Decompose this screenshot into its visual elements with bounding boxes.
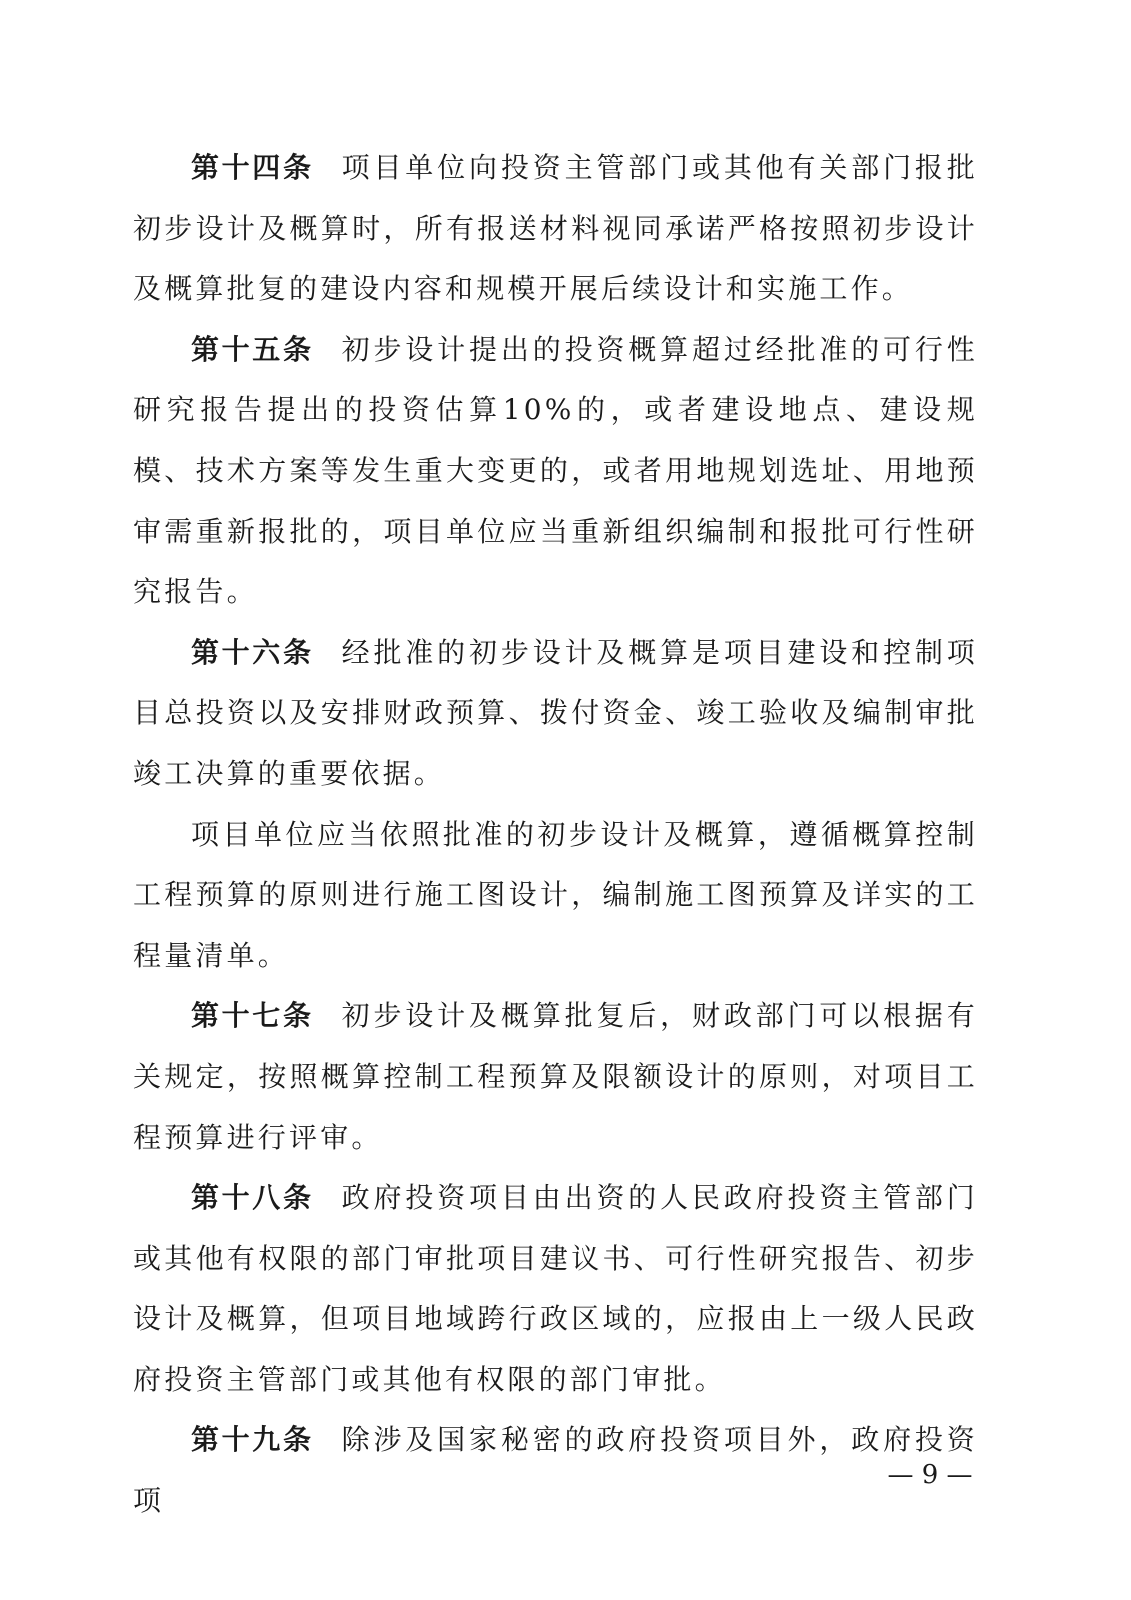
article-heading: 第十五条 xyxy=(191,332,314,366)
paragraph-text: 经批准的初步设计及概算是项目建设和控制项目总投资以及安排财政预算、拨付资金、竣工验收及编制审批竣工决算的重要依据。 xyxy=(133,635,978,790)
paragraph-text: 初步设计及概算批复后，财政部门可以根据有关规定，按照概算控制工程预算及限额设计的原则，对项目工程预算进行评审。 xyxy=(133,999,978,1154)
article-heading: 第十四条 xyxy=(191,151,314,184)
paragraph-text: 除涉及国家秘密的政府投资项目外，政府投资项 xyxy=(133,1423,978,1518)
document-body xyxy=(133,138,978,1532)
paragraph-text: 项目单位应当依照批准的初步设计及概算，遵循概算控制工程预算的原则进行施工图设计，编制施工图预算及详实的工程量清单。 xyxy=(133,817,978,972)
page-number: — 9 — xyxy=(887,1460,973,1490)
paragraph-article-16-continued xyxy=(133,805,978,987)
paragraph-article-15 xyxy=(133,320,978,623)
paragraph-article-17 xyxy=(133,986,978,1168)
article-heading: 第十九条 xyxy=(191,1423,314,1457)
paragraph-text: 政府投资项目由出资的人民政府投资主管部门或其他有权限的部门审批项目建议书、可行性研究报告、初步设计及概算，但项目地域跨行政区域的，应报由上一级人民政府投资主管部门或其他有权限的部门审批。 xyxy=(133,1181,978,1396)
paragraph-article-14 xyxy=(133,138,978,320)
paragraph-article-19 xyxy=(133,1410,978,1531)
article-heading: 第十六条 xyxy=(191,635,314,669)
article-heading: 第十八条 xyxy=(191,1181,314,1215)
paragraph-text: 初步设计提出的投资概算超过经批准的可行性研究报告提出的投资估算10%的，或者建设地点、建设规模、技术方案等发生重大变更的，或者用地规划选址、用地预审需重新报批的，项目单位应当重新组织编制和报批可行性研究报告。 xyxy=(133,332,978,609)
article-heading: 第十七条 xyxy=(191,999,314,1033)
paragraph-article-16 xyxy=(133,623,978,805)
paragraph-text: 项目单位向投资主管部门或其他有关部门报批初步设计及概算时，所有报送材料视同承诺严格按照初步设计及概算批复的建设内容和规模开展后续设计和实施工作。 xyxy=(133,151,978,306)
paragraph-article-18 xyxy=(133,1168,978,1410)
